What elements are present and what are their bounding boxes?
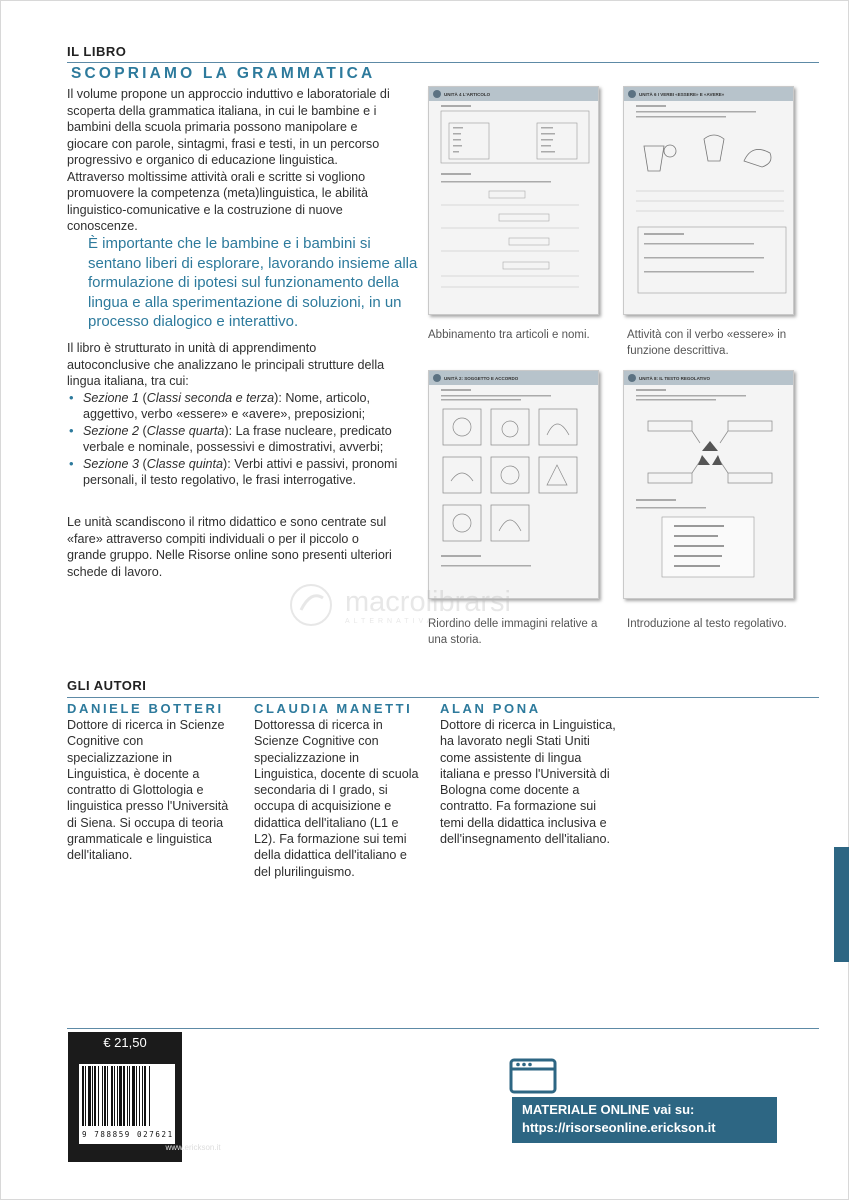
- section-classes: Classi seconda e terza: [146, 390, 275, 405]
- preview-bar: [624, 87, 793, 101]
- preview-page-essere: [623, 86, 794, 315]
- preview-page-regolativo: [623, 370, 794, 599]
- section-topics: La frase nucleare, predicato verbale e nominale, possessivi e dimostrativi, avverbi;: [83, 423, 392, 454]
- watermark: [285, 580, 595, 630]
- list-item: • Sezione 1 (Classi seconda e terza): Nome, articolo, aggettivo, verbo «essere» e «avere», preposizioni;: [67, 390, 402, 423]
- sections-list: [67, 390, 402, 489]
- structure-intro: Il libro è strutturato in unità di apprendimento autoconclusive che analizzano le principali strutture della lingua italiana, tra cui:: [67, 341, 385, 388]
- preview-bar: [624, 371, 793, 385]
- side-color-tab: [834, 847, 849, 962]
- worksheet-illustration: [429, 101, 599, 315]
- author-bio: Dottoressa di ricerca in Scienze Cognitive con specializzazione in Linguistica, docente di scuola secondaria di I grado, si occupa di acquisizione e didattica dell'italiano (L1 e L2). Fa formazione sui temi della didattica dell'italiano e del plurilinguismo.: [254, 718, 419, 879]
- worksheet-illustration: [429, 385, 599, 599]
- author-bio: Dottore di ricerca in Scienze Cognitive con specializzazione in Linguistica, è docente a contratto di Glottologia e linguistica presso l'Università di Siena. Si occupa di teoria grammaticale e linguistica dell'italiano.: [67, 718, 229, 863]
- online-resources-banner[interactable]: [512, 1097, 777, 1143]
- worksheet-illustration: [624, 101, 794, 315]
- online-url-link[interactable]: https://risorseonline.erickson.it: [522, 1120, 716, 1135]
- preview-page-soggetto: [428, 370, 599, 599]
- list-item: • Sezione 3 (Classe quinta): Verbi attivi e passivi, pronomi personali, il testo regolativo, le frasi interrogative.: [67, 456, 402, 489]
- price-barcode-panel: [68, 1032, 221, 1162]
- section-heading-libro: IL LIBRO: [67, 44, 127, 59]
- barcode-bars: [79, 1064, 175, 1128]
- highlight-quote: È importante che le bambine e i bambini si sentano liberi di esplorare, lavorando insieme alla formulazione di ipotesi sul funzionamento della lingua e alla sperimentazione di soluzioni, in un processo dialogico e interattivo.: [88, 235, 418, 330]
- preview-bar-label: UNITÀ 6 I VERBI «ESSERE» E «AVERE»: [639, 91, 725, 97]
- caption-preview-2: Attività con il verbo «essere» in funzione descrittiva.: [627, 329, 787, 357]
- watermark-logo-icon: [285, 580, 341, 630]
- preview-bar-label: UNITÀ 8: IL TESTO REGOLATIVO: [639, 375, 711, 381]
- structure-block: [67, 340, 402, 489]
- section-classes: Classe quinta: [146, 456, 224, 471]
- section-name: Sezione 1: [83, 390, 140, 405]
- section-topics: Nome, articolo, aggettivo, verbo «essere» e «avere», preposizioni;: [83, 390, 371, 421]
- section-name: Sezione 2: [83, 423, 140, 438]
- watermark-subtext: ALTERNATIVA: [345, 618, 436, 625]
- worksheet-illustration: [624, 385, 794, 599]
- footer-divider: [67, 1028, 819, 1029]
- section-divider: [67, 62, 819, 63]
- isbn-digits: 9 788859 027621: [82, 1130, 174, 1139]
- section-heading-autori: GLI AUTORI: [67, 678, 147, 693]
- caption-preview-4: Introduzione al testo regolativo.: [627, 618, 787, 630]
- preview-bar: [429, 87, 598, 101]
- preview-page-articoli: [428, 86, 599, 315]
- preview-bar-label: UNITÀ 4 L'ARTICOLO: [444, 91, 491, 97]
- author-bio: Dottore di ricerca in Linguistica, ha lavorato negli Stati Uniti come assistente di lingua italiana e presso l'Università di Bologna come docente a contratto. Fa formazione sui temi della didattica inclusiva e dell'insegnamento dell'italiano.: [440, 718, 616, 847]
- watermark-text: macrolibrarsi: [345, 586, 511, 618]
- section-topics: Verbi attivi e passivi, pronomi personali, il testo regolativo, le frasi interrogative.: [83, 456, 398, 487]
- section-classes: Classe quarta: [146, 423, 225, 438]
- preview-bar-label: UNITÀ 2: SOGGETTO E ACCORDO: [444, 375, 519, 381]
- author-name: ALAN PONA: [440, 701, 541, 716]
- online-label: MATERIALE ONLINE vai su:: [522, 1102, 695, 1117]
- closing-paragraph: Le unità scandiscono il ritmo didattico e sono centrate sul «fare» attraverso compiti individuali o per il piccolo o grande gruppo. Nelle Risorse online sono presenti ulteriori schede di lavoro.: [67, 515, 392, 579]
- publisher-website: www.erickson.it: [165, 1143, 221, 1152]
- browser-window-icon: [509, 1058, 557, 1094]
- author-name: DANIELE BOTTERI: [67, 701, 224, 716]
- list-item: • Sezione 2 (Classe quarta): La frase nucleare, predicato verbale e nominale, possessivi e dimostrativi, avverbi;: [67, 423, 402, 456]
- book-title: SCOPRIAMO LA GRAMMATICA: [71, 65, 376, 82]
- section-divider: [67, 697, 819, 698]
- intro-paragraph: Il volume propone un approccio induttivo e laboratoriale di scoperta della grammatica italiana, in cui le bambine e i bambini della scuola primaria possono manipolare e giocare con parole, sintagmi, frasi e testi, in un percorso progressivo e organico di educazione linguistica. Attraverso moltissime attività orali e scritte si vogliono promuovere la competenza (meta)linguistica, le abilità linguistico-comunicative e la costruzione di nuove conoscenze.: [67, 87, 390, 233]
- author-name: CLAUDIA MANETTI: [254, 701, 413, 716]
- preview-bar: [429, 371, 598, 385]
- price: € 21,50: [103, 1035, 147, 1050]
- caption-preview-3: Riordino delle immagini relative a una storia.: [428, 618, 598, 646]
- section-name: Sezione 3: [83, 456, 140, 471]
- caption-preview-1: Abbinamento tra articoli e nomi.: [428, 329, 590, 341]
